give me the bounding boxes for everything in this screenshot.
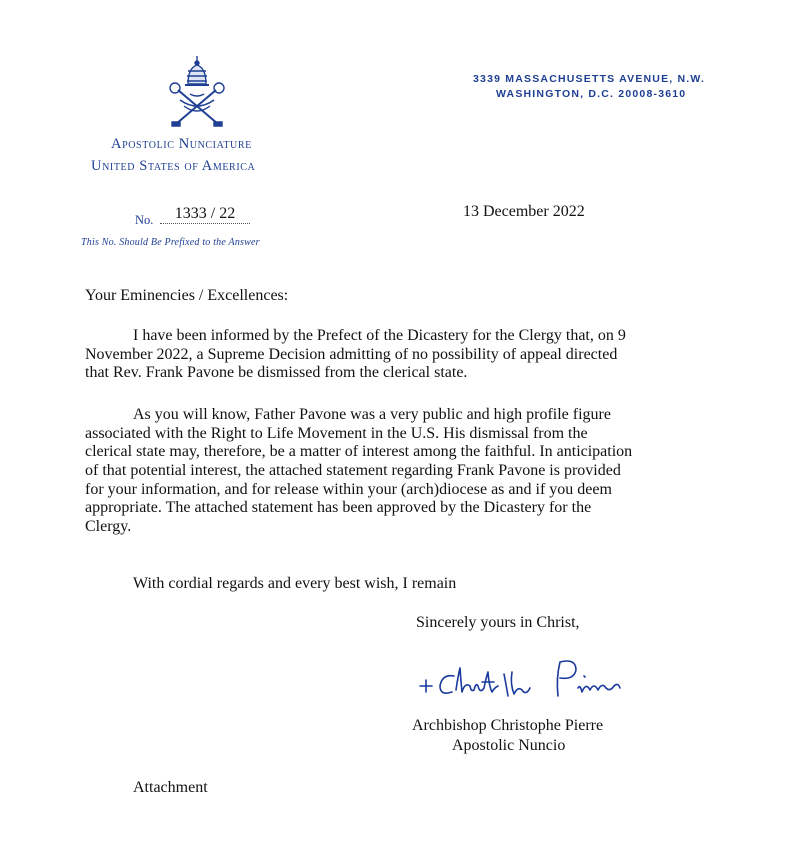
reference-prefix-note: This No. Should Be Prefixed to the Answer xyxy=(81,237,260,248)
address-line2: WASHINGTON, D.C. 20008-3610 xyxy=(496,88,687,100)
reference-number-value: 1333 / 22 xyxy=(160,205,250,224)
paragraph-2-line: Clergy. xyxy=(85,518,132,535)
salutation: Your Eminencies / Excellences: xyxy=(85,287,289,304)
paragraph-2-line: clerical state may, therefore, be a matter of interest among the faithful. In anticipation xyxy=(85,443,633,460)
signer-name: Archbishop Christophe Pierre xyxy=(412,717,604,734)
address-line1: 3339 MASSACHUSETTS AVENUE, N.W. xyxy=(473,73,706,85)
letter-date: 13 December 2022 xyxy=(463,203,585,220)
complimentary-closing: Sincerely yours in Christ, xyxy=(416,614,580,631)
paragraph-2-line: appropriate. The attached statement has been approved by the Dicastery for the xyxy=(85,499,592,516)
reference-number-label: No. xyxy=(135,213,154,227)
paragraph-2-line: for your information, and for release within your (arch)diocese as and if you deem xyxy=(85,481,612,498)
paragraph-1-line: that Rev. Frank Pavone be dismissed from the clerical state. xyxy=(85,364,468,381)
paragraph-2-line: associated with the Right to Life Movement in the U.S. His dismissal from the xyxy=(85,425,588,442)
paragraph-2-line: As you will know, Father Pavone was a very public and high profile figure xyxy=(133,406,611,423)
paragraph-1-line: I have been informed by the Prefect of the Dicastery for the Clergy that, on 9 xyxy=(133,327,626,344)
paragraph-1-line: November 2022, a Supreme Decision admitting of no possibility of appeal directed xyxy=(85,346,618,363)
org-name-line2: United States of America xyxy=(91,158,256,174)
org-name-line1: Apostolic Nunciature xyxy=(111,136,252,152)
papal-coat-of-arms-icon xyxy=(166,54,228,128)
signer-title: Apostolic Nuncio xyxy=(452,737,566,754)
paragraph-3: With cordial regards and every best wish, I remain xyxy=(133,575,457,592)
handwritten-signature xyxy=(410,652,630,714)
attachment-label: Attachment xyxy=(133,779,208,796)
paragraph-2-line: of that potential interest, the attached statement regarding Frank Pavone is provided xyxy=(85,462,621,479)
